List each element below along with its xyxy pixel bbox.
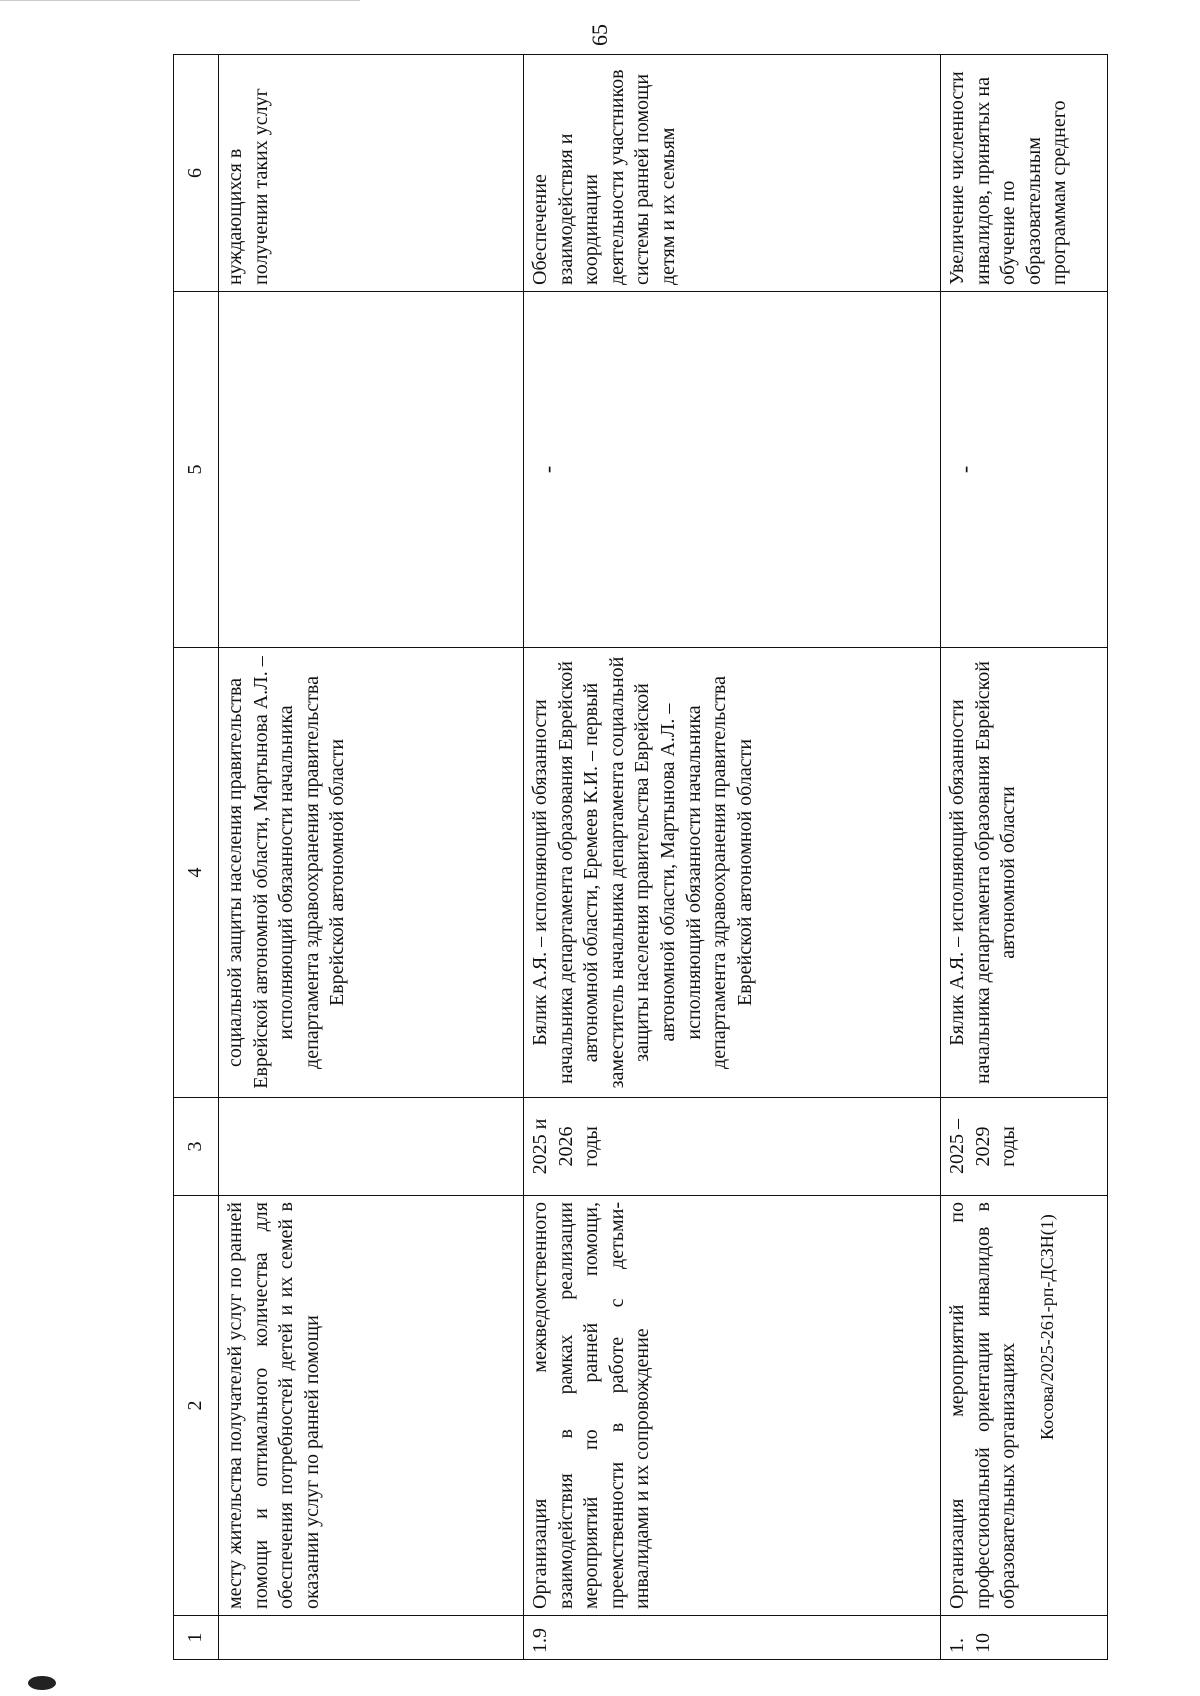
measure-description: Организация межведомственного взаимодействия в рамках реализации мероприятий по ранней помощи, преемственности в работе с детьми-инвалидами и их сопровождение: [524, 1196, 941, 1616]
header-col-1: 1: [174, 1616, 219, 1660]
column-5-value: [219, 292, 524, 648]
measure-description: месту жительства получателей услуг по ранней помощи и оптимального количества для обеспечения потребностей детей и их семей в оказании услуг по ранней помощи: [219, 1196, 524, 1616]
table-row: [524, 55, 941, 1660]
table-row: [941, 55, 1108, 1660]
header-col-3: 3: [174, 1098, 219, 1196]
period: [219, 1098, 524, 1196]
measures-table: [173, 54, 1108, 1660]
column-5-value: -: [941, 292, 1108, 648]
page-number: 65: [587, 24, 612, 46]
header-col-5: 5: [174, 292, 219, 648]
period: 2025 и 2026 годы: [524, 1098, 941, 1196]
scan-edge-line: [0, 0, 360, 1]
row-number: [219, 1616, 524, 1660]
expected-result: нуждающихся в получении таких услуг: [219, 55, 524, 292]
expected-result: Обеспечение взаимодействия и координации деятельности участников системы ранней помощи детям и их семьям: [524, 55, 941, 292]
row-number: 1. 10: [941, 1616, 1108, 1660]
period: 2025 – 2029 годы: [941, 1098, 1108, 1196]
table-row: [219, 55, 524, 1660]
measure-description: Организация мероприятий по профессиональной ориентации инвалидов в образовательных организациях: [941, 1196, 1108, 1616]
responsible: Бялик А.Я. – исполняющий обязанности начальника департамента образования Еврейской автономной области: [941, 648, 1108, 1098]
table-header-row: [174, 55, 219, 1660]
column-5-value: -: [524, 292, 941, 648]
measures-table-wrapper: [173, 55, 1071, 1660]
responsible: Бялик А.Я. – исполняющий обязанности начальника департамента образования Еврейской автономной области, Еремеев К.И. – первый заместитель начальника департамента социальной защиты населения правительства Еврейской автономной области, Мартынова А.Л. – исполняющий обязанности начальника департамента здравоохранения правительства Еврейской автономной области: [524, 648, 941, 1098]
header-col-2: 2: [174, 1196, 219, 1616]
row-number: 1.9: [524, 1616, 941, 1660]
responsible: социальной защиты населения правительства Еврейской автономной области, Мартынова А.Л. – исполняющий обязанности начальника департамента здравоохранения правительства Еврейской автономной области: [219, 648, 524, 1098]
header-col-6: 6: [174, 55, 219, 292]
expected-result: Увеличение численности инвалидов, принятых на обучение по образовательным программам среднего: [941, 55, 1108, 292]
document-code: Косова/2025-261-рп-ДСЗН(1): [1037, 1214, 1057, 1440]
header-col-4: 4: [174, 648, 219, 1098]
scan-artifact: [28, 1676, 56, 1690]
